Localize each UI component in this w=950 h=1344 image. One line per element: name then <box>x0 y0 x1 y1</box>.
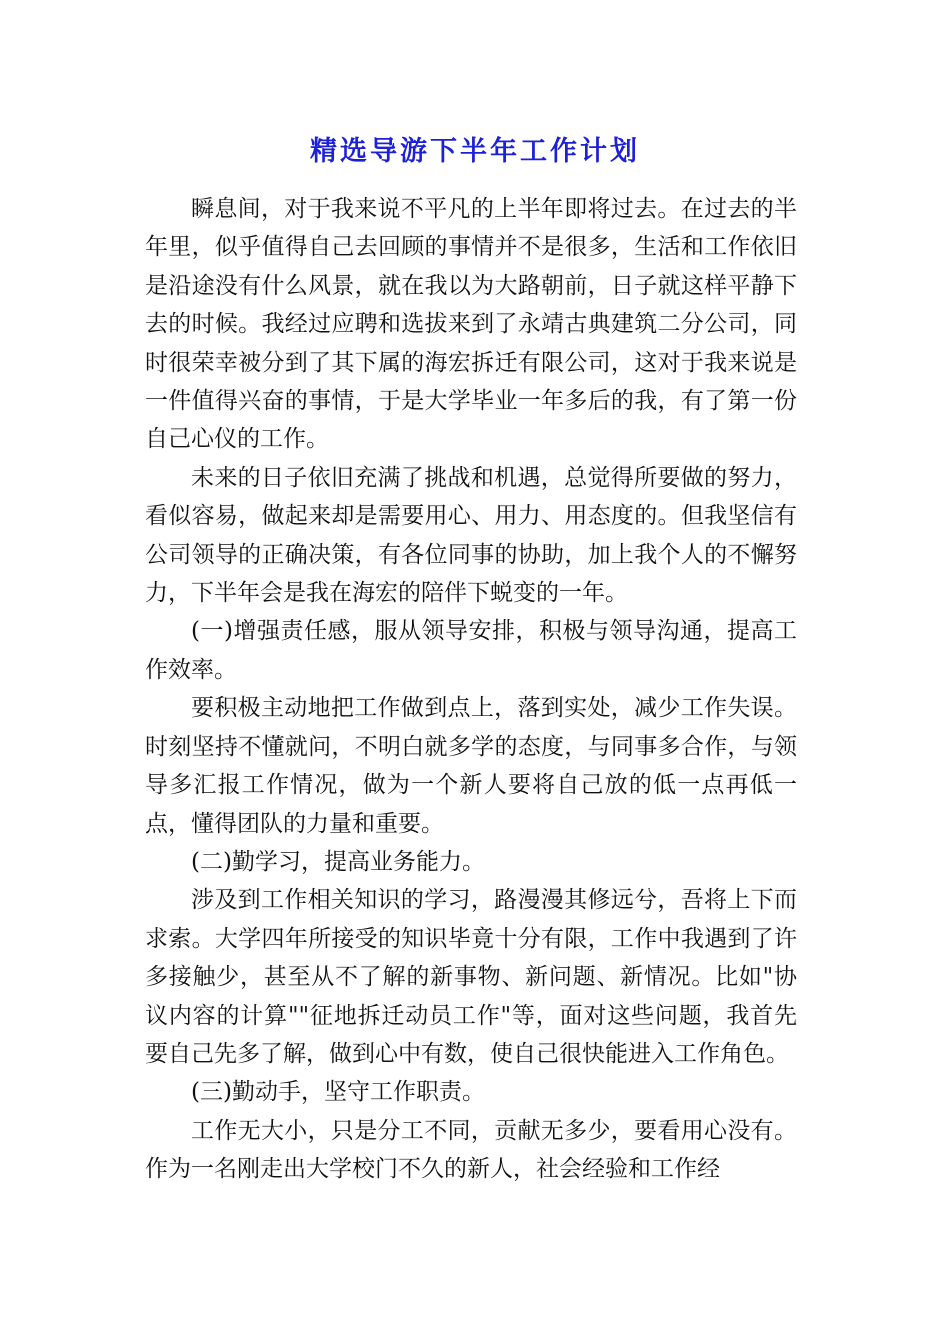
section-heading-3: (三)勤动手，坚守工作职责。 <box>191 1079 485 1106</box>
section-heading-2: (二)勤学习，提高业务能力。 <box>191 848 485 875</box>
paragraph-4: 涉及到工作相关知识的学习，路漫漫其修远兮，吾将上下而求索。大学四年所接受的知识毕竟十分有限，工作中我遇到了许多接触少，甚至从不了解的新事物、新问题、新情况。比如"协议内容的计算""征地拆迁动员工作"等，面对这些问题，我首先要自己先多了解，做到心中有数，使自己很快能进入工作角色。 <box>145 887 797 1067</box>
paragraph-1: 瞬息间，对于我来说不平凡的上半年即将过去。在过去的半年里，似乎值得自己去回顾的事情并不是很多，生活和工作依旧是沿途没有什么风景，就在我以为大路朝前，日子就这样平静下去的时候。我经过应聘和选拔来到了永靖古典建筑二分公司，同时很荣幸被分到了其下属的海宏拆迁有限公司，这对于我来说是一件值得兴奋的事情，于是大学毕业一年多后的我，有了第一份自己心仪的工作。 <box>145 196 797 453</box>
document-title: 精选导游下半年工作计划 <box>310 136 640 167</box>
paragraph-2: 未来的日子依旧充满了挑战和机遇，总觉得所要做的努力，看似容易，做起来却是需要用心、用力、用态度的。但我坚信有公司领导的正确决策，有各位同事的协助，加上我个人的不懈努力，下半年会是我在海宏的陪伴下蜕变的一年。 <box>145 464 797 607</box>
paragraph-5: 工作无大小，只是分工不同，贡献无多少，要看用心没有。作为一名刚走出大学校门不久的新人，社会经验和工作经 <box>145 1117 797 1183</box>
paragraph-3: 要积极主动地把工作做到点上，落到实处，减少工作失误。时刻坚持不懂就问，不明白就多学的态度，与同事多合作，与领导多汇报工作情况，做为一个新人要将自己放的低一点再低一点，懂得团队的力量和重要。 <box>145 695 797 837</box>
section-heading-1: (一)增强责任感，服从领导安排，积极与领导沟通，提高工作效率。 <box>145 618 797 683</box>
document-body <box>145 190 797 1189</box>
